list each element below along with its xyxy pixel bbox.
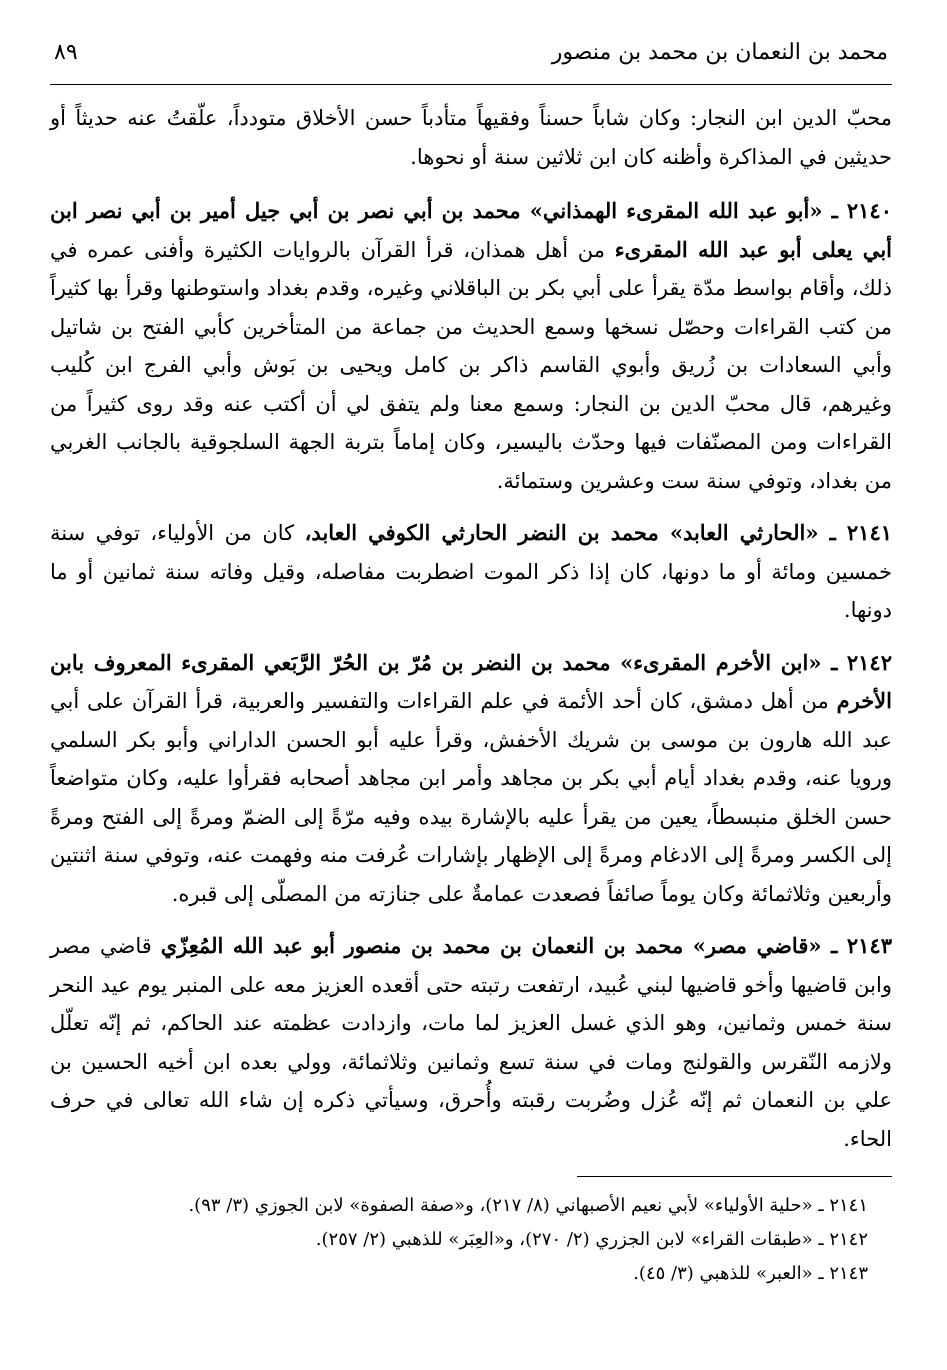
entry-body: من أهل همذان، قرأ القرآن بالروايات الكثيرة وأفنى عمره في ذلك، وأقام بواسط مدّة يقرأ على أبي بكر بن الباقلاني وغيره، وقدم بغداد واستوطنها وقرأ بها كثيراً من كتب القراءات وحصّل نسخها وسمع الحديث من جماعة من المتأخرين كأبي الفتح بن شاتيل وأبي السعادات بن زُريق وأبوي القاسم ذاكر بن كامل ويحيى بن بَوش وأبي الفرج ابن كُليب وغيرهم، قال محبّ الدين بن النجار: وسمع معنا ولم يتفق لي أن أكتب عنه وقد روى كثيراً من القراءات ومن المصنّفات فيها وحدّث باليسير، وكان إماماً بتربة الجهة السلجوقية بالجانب الغربي من بغداد، وتوفي سنة ست وعشرين وستمائة.	[50, 237, 892, 493]
entry-body: من أهل دمشق، كان أحد الأئمة في علم القراءات والتفسير والعربية، قرأ القرآن على أبي عبد الله هارون بن موسى بن شريك الأخفش، وقرأ عليه أبو الحسن الداراني وأبو بكر السلمي ورويا عنه، وقدم بغداد أيام أبي بكر بن مجاهد وأمر ابن مجاهد أصحابه فقرأوا عليه، وكان متواضعاً حسن الخلق منبسطاً، يعين من يقرأ عليه بالإشارة بيده وفيه مرّةً إلى الضمّ ومرةً إلى الفتح ومرةً إلى الكسر ومرةً إلى الادغام ومرةً إلى الإظهار بإشارات عُرفت منه وفهمت عنه، وتوفي سنة اثنتين وأربعين وثلاثمائة وكان يوماً صائفاً فصعدت عمامةٌ على جنازته من المصلّى إلى قبره.	[50, 689, 892, 906]
page-number: ٨٩	[54, 40, 78, 65]
footnotes	[50, 1189, 892, 1291]
entry-heading: ٢١٤١ ـ «الحارثي العابد» محمد بن النضر الحارثي الكوفي العابد،	[304, 520, 893, 545]
entry-heading: ٢١٤٣ ـ «قاضي مصر» محمد بن النعمان بن محمد بن منصور أبو عبد الله المُعِزّي	[160, 933, 892, 958]
entry-body: قاضي مصر وابن قاضيها وأخو قاضيها لبني عُبيد، ارتفعت رتبته حتى أقعده العزيز معه على المنبر يوم عيد النحر سنة خمس وثمانين، وهو الذي غسل العزيز لما مات، وازدادت عظمته عند الحاكم، ثم إنّه تعلّل ولازمه النّقرس والقولنج ومات في سنة تسع وثمانين وثلاثمائة، وولي بعده ابن أخيه الحسين بن علي بن النعمان ثم إنّه عُزل وضُربت رقبته وأُحرق، وسيأتي ذكره إن شاء الله تعالى في حرف الحاء.	[50, 934, 892, 1151]
entry-2141	[50, 514, 892, 630]
entry-2142	[50, 644, 892, 914]
main-text	[50, 99, 892, 1158]
footnote-2142: ٢١٤٢ ـ «طبقات القراء» لابن الجزري (٢/ ٢٧٠)، و«العِبَر» للذهبي (٢/ ٢٥٧).	[315, 1229, 868, 1250]
footnote-2141: ٢١٤١ ـ «حلية الأولياء» لأبي نعيم الأصبهاني (٨/ ٢١٧)، و«صفة الصفوة» لابن الجوزي (٣/ ٩٣).	[188, 1195, 868, 1216]
entry-2140	[50, 192, 892, 500]
entry-heading: ٢١٤٠ ـ «أبو عبد الله المقرىء الهمذاني» محمد بن أبي نصر بن أبي جيل أمير بن أبي نصر ابن أبي يعلى أبو عبد الله المقرىء	[50, 198, 892, 262]
running-title: محمد بن النعمان بن محمد بن منصور	[551, 40, 888, 65]
footnote-divider	[577, 1176, 892, 1177]
entry-body: كان من الأولياء، توفي سنة خمسين ومائة أو ما دونها، كان إذا ذكر الموت اضطربت مفاصله، وقيل وفاته سنة ثمانين أو ما دونها.	[50, 521, 892, 622]
entry-2143	[50, 927, 892, 1158]
entry-heading: ٢١٤٢ ـ «ابن الأخرم المقرىء» محمد بن النضر بن مُرّ بن الحُرّ الرَّبَعي المقرىء المعروف بابن الأخرم	[50, 649, 892, 713]
book-page	[50, 40, 892, 1330]
continuation-paragraph: محبّ الدين ابن النجار: وكان شاباً حسناً وفقيهاً متأدباً حسن الأخلاق متودداً، علّقتُ عنه حديثاً أو حديثين في المذاكرة وأظنه كان ابن ثلاثين سنة أو نحوها.	[50, 106, 892, 169]
footnote-2143: ٢١٤٣ ـ «العبر» للذهبي (٣/ ٤٥).	[633, 1263, 868, 1284]
page-header	[50, 40, 892, 85]
